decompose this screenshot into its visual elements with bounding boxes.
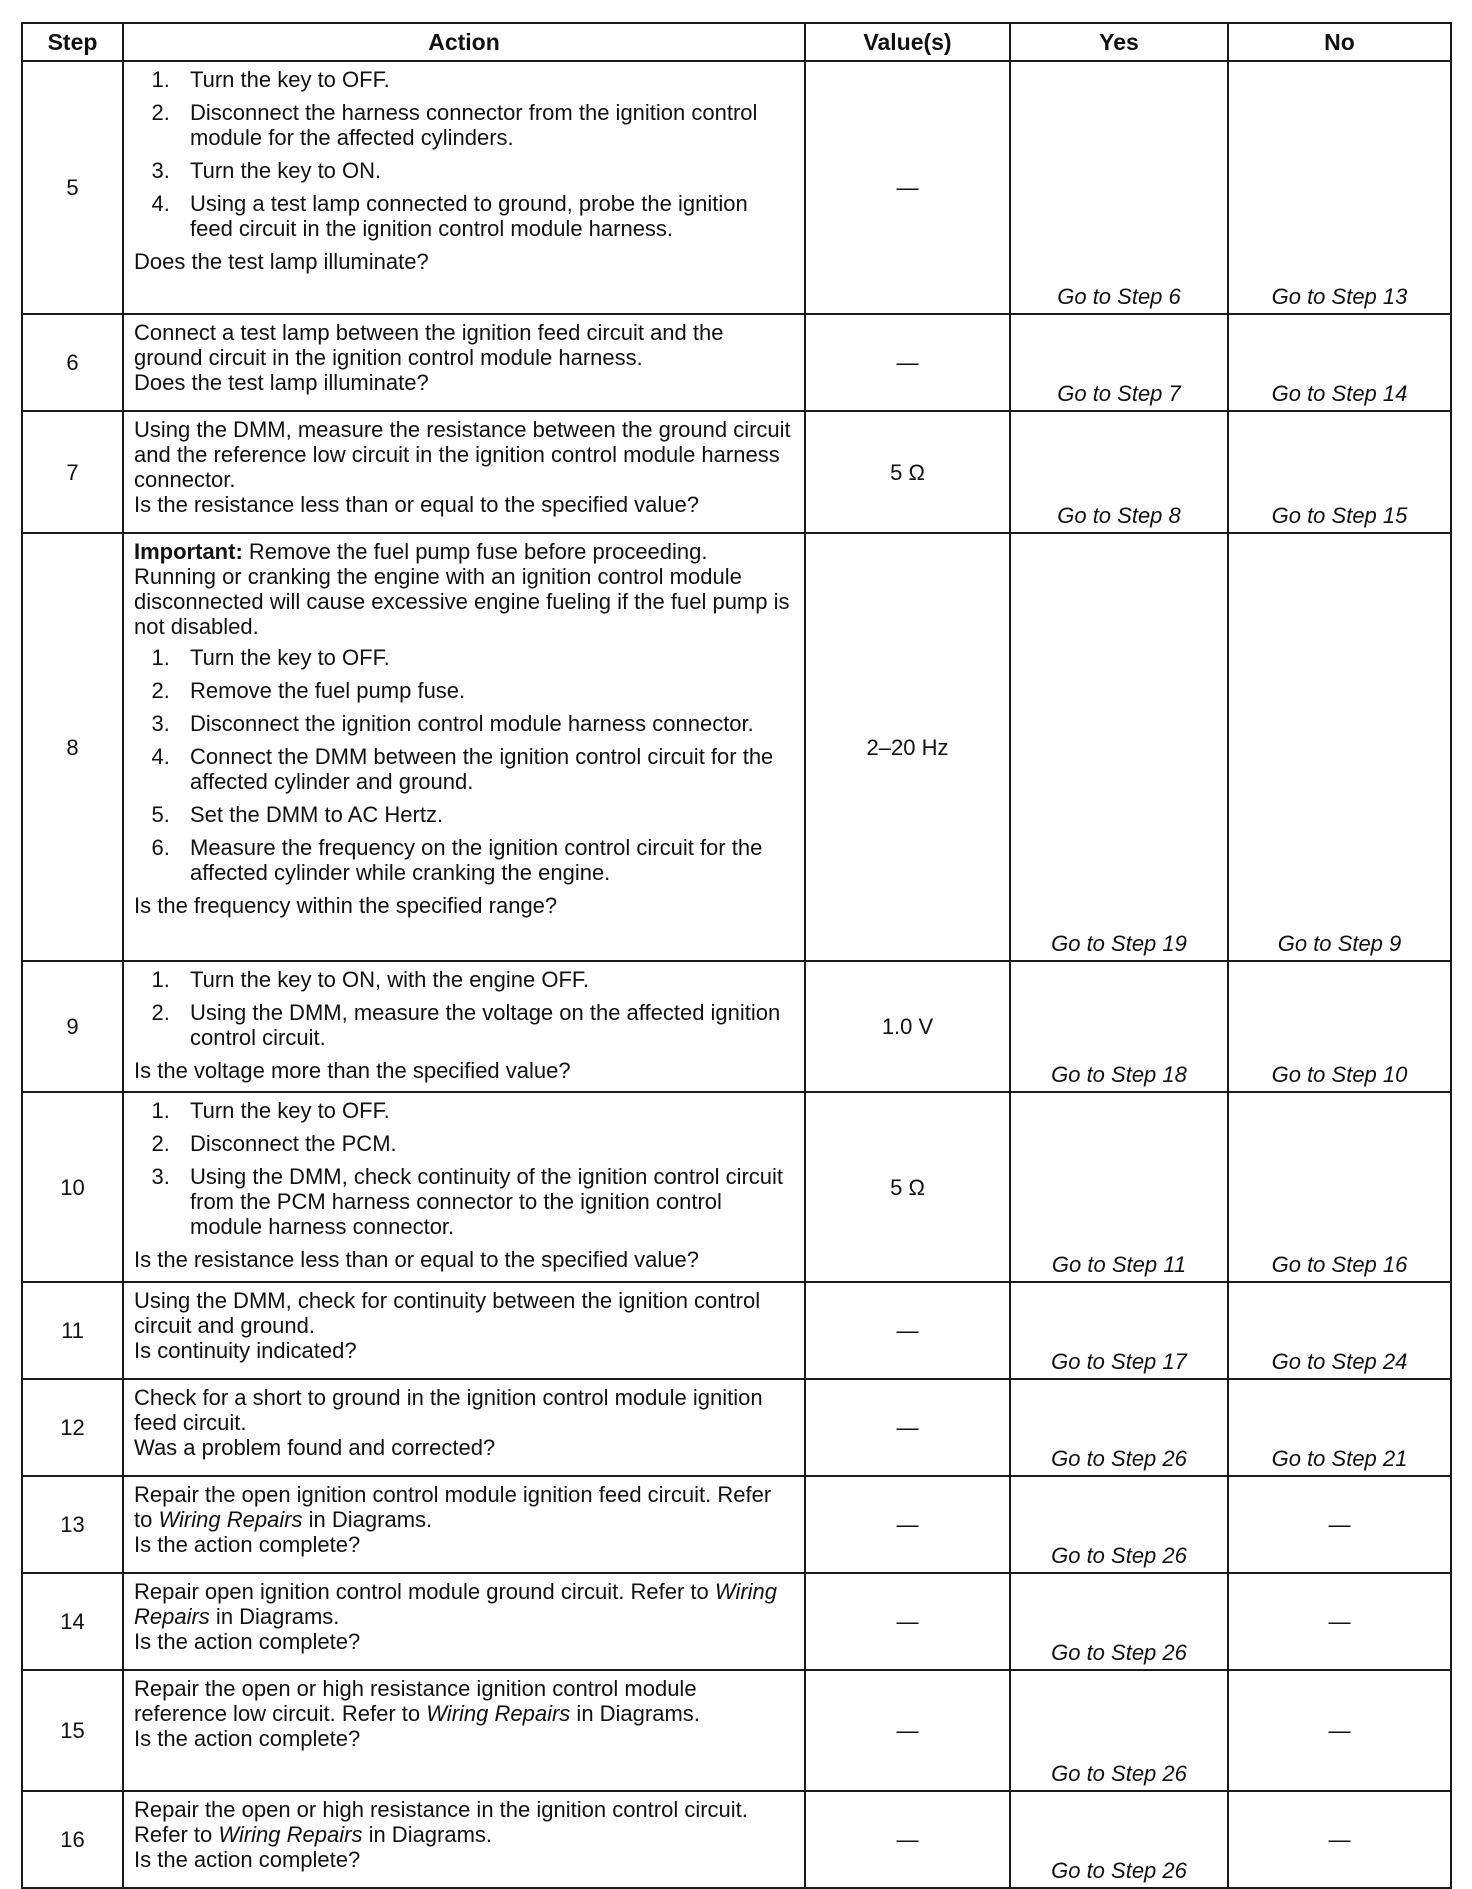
- question: Does the test lamp illuminate?: [134, 249, 429, 274]
- procedure-list: [134, 645, 794, 885]
- action-text-post: in Diagrams.: [570, 1701, 700, 1726]
- action-text-pre: Repair the open ignition control module ignition feed circuit. Refer to: [134, 1482, 772, 1532]
- no-cell: Go to Step 9: [1228, 533, 1451, 961]
- value-cell: —: [805, 1476, 1010, 1573]
- yes-cell: Go to Step 18: [1010, 961, 1228, 1092]
- action-cell: [123, 411, 805, 533]
- no-cell: —: [1228, 1573, 1451, 1670]
- header-action: Action: [123, 23, 805, 61]
- action-cell: [123, 961, 805, 1092]
- list-item: 3. Turn the key to ON.: [176, 158, 794, 183]
- table-row: [22, 1282, 1451, 1379]
- value-cell: —: [805, 1573, 1010, 1670]
- wiring-repairs-reference: Wiring Repairs: [134, 1579, 778, 1629]
- action-cell: [123, 1476, 805, 1573]
- value-cell: —: [805, 314, 1010, 411]
- no-cell: —: [1228, 1670, 1451, 1791]
- header-row: [22, 23, 1451, 61]
- important-note: [134, 539, 794, 639]
- procedure-list: [134, 67, 794, 241]
- header-values: Value(s): [805, 23, 1010, 61]
- table-row: [22, 1791, 1451, 1888]
- yes-cell: Go to Step 6: [1010, 61, 1228, 314]
- step-number: 11: [22, 1282, 123, 1379]
- list-item: 2. Remove the fuel pump fuse.: [176, 678, 794, 703]
- action-text: [134, 1482, 794, 1532]
- action-cell: [123, 61, 805, 314]
- question: Is the resistance less than or equal to the specified value?: [134, 1247, 700, 1272]
- yes-cell: Go to Step 19: [1010, 533, 1228, 961]
- value-cell: 2–20 Hz: [805, 533, 1010, 961]
- question: Was a problem found and corrected?: [134, 1435, 496, 1460]
- action-cell: [123, 1092, 805, 1282]
- procedure-list: [134, 1098, 794, 1239]
- action-cell: [123, 314, 805, 411]
- value-cell: —: [805, 1379, 1010, 1476]
- table-row: [22, 61, 1451, 314]
- no-cell: Go to Step 15: [1228, 411, 1451, 533]
- action-text: [134, 1676, 794, 1726]
- table-row: [22, 961, 1451, 1092]
- table-row: [22, 1379, 1451, 1476]
- action-text-pre: Repair the open or high resistance ignition control module reference low circuit. Refer to: [134, 1676, 697, 1726]
- table-row: [22, 1092, 1451, 1282]
- action-cell: [123, 1282, 805, 1379]
- list-item: 1. Turn the key to ON, with the engine OFF.: [176, 967, 794, 992]
- action-text: Using the DMM, check for continuity between the ignition control circuit and ground.: [134, 1288, 761, 1338]
- step-number: 7: [22, 411, 123, 533]
- question: Is continuity indicated?: [134, 1338, 357, 1363]
- no-cell: Go to Step 13: [1228, 61, 1451, 314]
- list-item: 1. Turn the key to OFF.: [176, 1098, 794, 1123]
- value-cell: —: [805, 61, 1010, 314]
- action-text-post: in Diagrams.: [209, 1604, 340, 1629]
- yes-cell: Go to Step 17: [1010, 1282, 1228, 1379]
- action-text: Check for a short to ground in the ignition control module ignition feed circuit.: [134, 1385, 763, 1435]
- wiring-repairs-reference: Wiring Repairs: [426, 1701, 571, 1726]
- table-row: [22, 411, 1451, 533]
- yes-cell: Go to Step 7: [1010, 314, 1228, 411]
- yes-cell: Go to Step 26: [1010, 1573, 1228, 1670]
- step-number: 15: [22, 1670, 123, 1791]
- step-number: 14: [22, 1573, 123, 1670]
- yes-cell: Go to Step 26: [1010, 1791, 1228, 1888]
- wiring-repairs-reference: Wiring Repairs: [158, 1507, 303, 1532]
- table-row: [22, 314, 1451, 411]
- question: Is the action complete?: [134, 1532, 361, 1557]
- no-cell: —: [1228, 1791, 1451, 1888]
- no-cell: Go to Step 10: [1228, 961, 1451, 1092]
- action-text-pre: Repair open ignition control module ground circuit. Refer to: [134, 1579, 715, 1604]
- wiring-repairs-reference: Wiring Repairs: [218, 1822, 363, 1847]
- list-item: 1. Turn the key to OFF.: [176, 67, 794, 92]
- action-cell: [123, 1573, 805, 1670]
- action-text: Using the DMM, measure the resistance between the ground circuit and the reference low circuit in the ignition control module harness connector.: [134, 417, 791, 492]
- important-label: Important:: [134, 539, 243, 564]
- table-row: [22, 1670, 1451, 1791]
- step-number: 16: [22, 1791, 123, 1888]
- header-no: No: [1228, 23, 1451, 61]
- list-item: 4. Connect the DMM between the ignition control circuit for the affected cylinder and ground.: [176, 744, 794, 794]
- list-item: 2. Disconnect the harness connector from the ignition control module for the affected cylinders.: [176, 100, 794, 150]
- step-number: 10: [22, 1092, 123, 1282]
- no-cell: Go to Step 24: [1228, 1282, 1451, 1379]
- step-number: 12: [22, 1379, 123, 1476]
- list-item: 3. Disconnect the ignition control module harness connector.: [176, 711, 794, 736]
- no-cell: Go to Step 21: [1228, 1379, 1451, 1476]
- question: Does the test lamp illuminate?: [134, 370, 429, 395]
- action-cell: [123, 1670, 805, 1791]
- action-text: Connect a test lamp between the ignition feed circuit and the ground circuit in the ignition control module harness.: [134, 320, 724, 370]
- action-text-post: in Diagrams.: [302, 1507, 433, 1532]
- yes-cell: Go to Step 26: [1010, 1476, 1228, 1573]
- list-item: 5. Set the DMM to AC Hertz.: [176, 802, 794, 827]
- value-cell: 1.0 V: [805, 961, 1010, 1092]
- list-item: 2. Disconnect the PCM.: [176, 1131, 794, 1156]
- step-number: 5: [22, 61, 123, 314]
- question: Is the voltage more than the specified value?: [134, 1058, 571, 1083]
- yes-cell: Go to Step 26: [1010, 1379, 1228, 1476]
- action-cell: [123, 1379, 805, 1476]
- step-number: 8: [22, 533, 123, 961]
- action-cell: [123, 1791, 805, 1888]
- question: Is the action complete?: [134, 1629, 361, 1654]
- value-cell: —: [805, 1670, 1010, 1791]
- action-text: [134, 1579, 794, 1629]
- yes-cell: Go to Step 26: [1010, 1670, 1228, 1791]
- header-step: Step: [22, 23, 123, 61]
- list-item: 3. Using the DMM, check continuity of the ignition control circuit from the PCM harness connector to the ignition control module harness connector.: [176, 1164, 794, 1239]
- question: Is the action complete?: [134, 1726, 361, 1751]
- action-cell: [123, 533, 805, 961]
- important-text: Remove the fuel pump fuse before proceeding. Running or cranking the engine with an ignition control module disconnected will cause excessive engine fueling if the fuel pump is not disabled.: [134, 539, 790, 639]
- value-cell: 5 Ω: [805, 411, 1010, 533]
- action-text-post: in Diagrams.: [362, 1822, 493, 1847]
- list-item: 1. Turn the key to OFF.: [176, 645, 794, 670]
- action-text-pre: Repair the open or high resistance in the ignition control circuit. Refer to: [134, 1797, 748, 1847]
- table-row: [22, 533, 1451, 961]
- value-cell: 5 Ω: [805, 1092, 1010, 1282]
- yes-cell: Go to Step 11: [1010, 1092, 1228, 1282]
- step-number: 13: [22, 1476, 123, 1573]
- table-row: [22, 1573, 1451, 1670]
- yes-cell: Go to Step 8: [1010, 411, 1228, 533]
- no-cell: Go to Step 14: [1228, 314, 1451, 411]
- procedure-list: [134, 967, 794, 1050]
- question: Is the resistance less than or equal to the specified value?: [134, 492, 700, 517]
- action-text: [134, 1797, 794, 1847]
- header-yes: Yes: [1010, 23, 1228, 61]
- value-cell: —: [805, 1282, 1010, 1379]
- question: Is the frequency within the specified range?: [134, 893, 558, 918]
- table-row: [22, 1476, 1451, 1573]
- list-item: 6. Measure the frequency on the ignition control circuit for the affected cylinder while cranking the engine.: [176, 835, 794, 885]
- list-item: 2. Using the DMM, measure the voltage on the affected ignition control circuit.: [176, 1000, 794, 1050]
- step-number: 6: [22, 314, 123, 411]
- no-cell: Go to Step 16: [1228, 1092, 1451, 1282]
- diagnostic-table: [21, 22, 1452, 1889]
- question: Is the action complete?: [134, 1847, 361, 1872]
- list-item: 4. Using a test lamp connected to ground, probe the ignition feed circuit in the ignition control module harness.: [176, 191, 794, 241]
- value-cell: —: [805, 1791, 1010, 1888]
- step-number: 9: [22, 961, 123, 1092]
- no-cell: —: [1228, 1476, 1451, 1573]
